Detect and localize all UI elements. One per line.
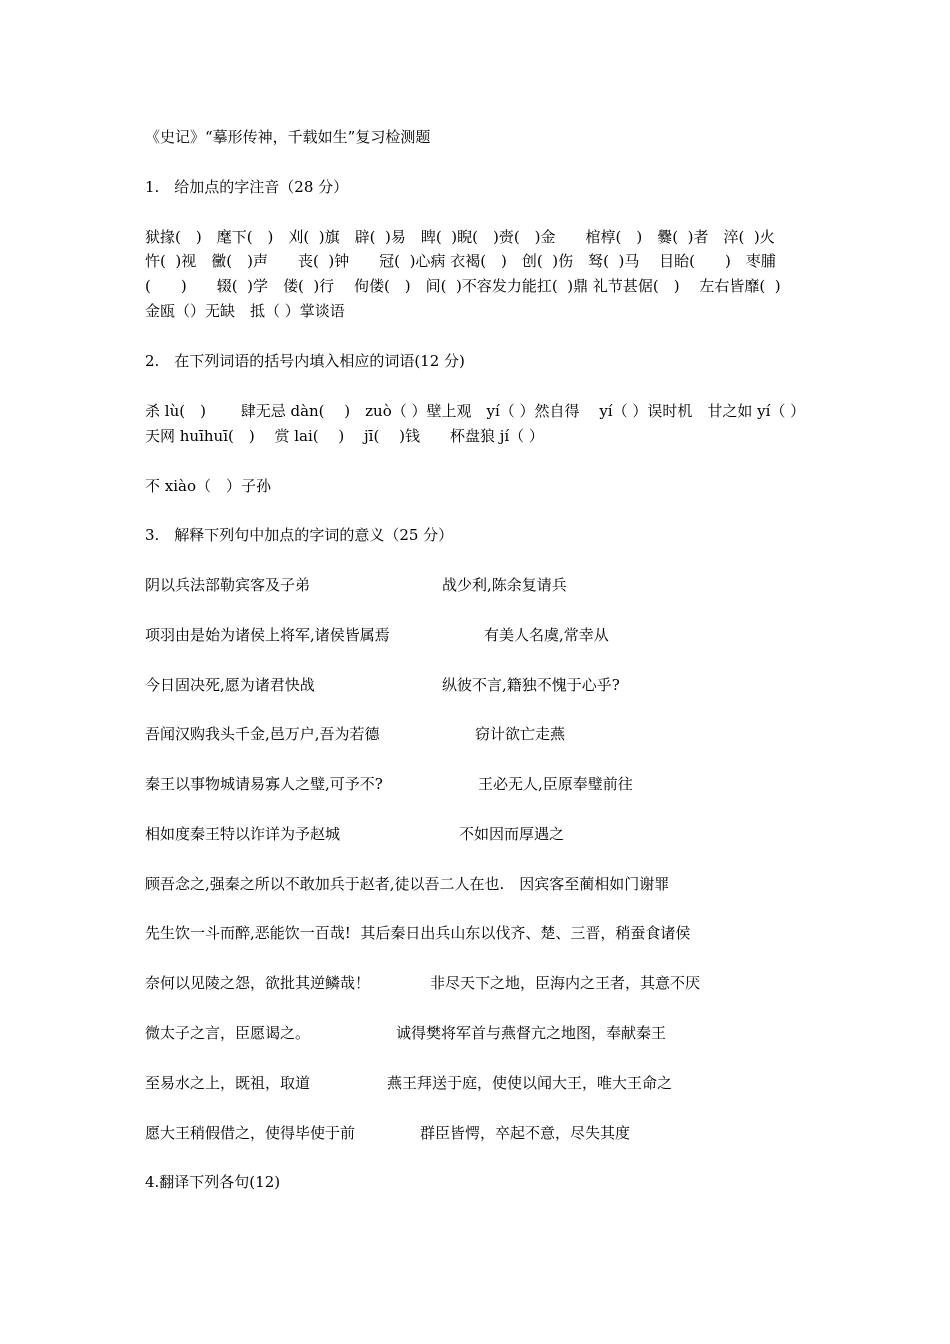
question-2-heading: 2. 在下列词语的括号内填入相应的词语(12 分) — [145, 352, 465, 370]
question-3-item-left: 奈何以见陵之怨，欲批其逆鳞哉！ — [145, 974, 371, 992]
question-4-heading: 4.翻译下列各句(12) — [145, 1173, 281, 1191]
question-3-item-right: 不如因而厚遇之 — [459, 825, 565, 843]
question-2-line: 杀 lù( ) 肆无忌 dàn( ) zuò（ ）壁上观 yí（ ）然自得 yí（ ）误时机 甘之如 yí（ ） — [145, 402, 806, 420]
question-3-item-right: 燕王拜送于庭，使使以闻大王，唯大王命之 — [387, 1074, 673, 1092]
question-3-item-right: 王必无人,臣原奉璧前往 — [478, 775, 633, 793]
question-3-item-right: 诚得樊将军首与燕督亢之地图，奉献秦王 — [396, 1024, 667, 1042]
question-2-line: 不 xiào（ ）子孙 — [145, 477, 271, 495]
question-3-item-right: 战少利,陈余复请兵 — [442, 576, 567, 594]
question-3-item-right: 群臣皆愕，卒起不意，尽失其度 — [420, 1124, 631, 1142]
question-2-line: 天网 huīhuī( ) 赏 lai( ) jī( )钱 杯盘狼 jí（ ） — [145, 427, 544, 445]
question-1-line: 忤( )视 黴( )声 丧( )钟 冠( )心病 衣褐( ) 创( )伤 驽( )马 目眙( ) 枣脯 — [145, 252, 776, 270]
question-1-heading: 1. 给加点的字注音（28 分） — [145, 178, 349, 196]
question-3-item-right: 窃计欲亡走燕 — [475, 725, 566, 743]
question-3-item-full: 先生饮一斗而醉,恶能饮一百哉! 其后秦日出兵山东以伐齐、楚、三晋，稍蚕食诸侯 — [145, 924, 691, 942]
question-3-item-full: 顾吾念之,强秦之所以不敢加兵于赵者,徒以吾二人在也. 因宾客至蔺相如门谢罪 — [145, 875, 670, 893]
question-3-item-right: 非尽天下之地，臣海内之王者，其意不厌 — [430, 974, 701, 992]
question-1-line: 金瓯（）无缺 抵（ ）掌谈语 — [145, 302, 345, 320]
question-3-item-left: 相如度秦王特以诈详为予赵城 — [145, 825, 341, 843]
question-3-item-left: 阴以兵法部勒宾客及子弟 — [145, 576, 311, 594]
question-3-item-left: 愿大王稍假借之，使得毕使于前 — [145, 1124, 356, 1142]
question-3-item-right: 纵彼不言,籍独不愧于心乎? — [442, 676, 620, 694]
question-3-item-left: 项羽由是始为诸侯上将军,诸侯皆属焉 — [145, 626, 390, 644]
question-1-line: ( ) 辍( )学 偻( )行 佝偻( ) 间( )不容发力能扛( )鼎 礼节甚倨( ) 左右皆靡( ) — [145, 277, 781, 295]
question-3-item-left: 至易水之上，既祖，取道 — [145, 1074, 311, 1092]
document-title: 《史记》“摹形传神，千载如生”复习检测题 — [145, 128, 431, 146]
question-3-item-left: 吾闻汉购我头千金,邑万户,吾为若德 — [145, 725, 380, 743]
question-3-heading: 3. 解释下列句中加点的字词的意义（25 分） — [145, 526, 454, 544]
question-1-line: 狱掾( ) 麾下( ) 刈( )旗 辟( )易 睥( )睨( )赍( )金 棺椁( ) 爨( )者 淬( )火 — [145, 228, 775, 246]
question-3-item-left: 今日固决死,愿为诸君快战 — [145, 676, 315, 694]
question-3-item-right: 有美人名虞,常幸从 — [484, 626, 609, 644]
question-3-item-left: 微太子之言，臣愿谒之。 — [145, 1024, 311, 1042]
question-3-item-left: 秦王以事物城请易寡人之璧,可予不? — [145, 775, 383, 793]
